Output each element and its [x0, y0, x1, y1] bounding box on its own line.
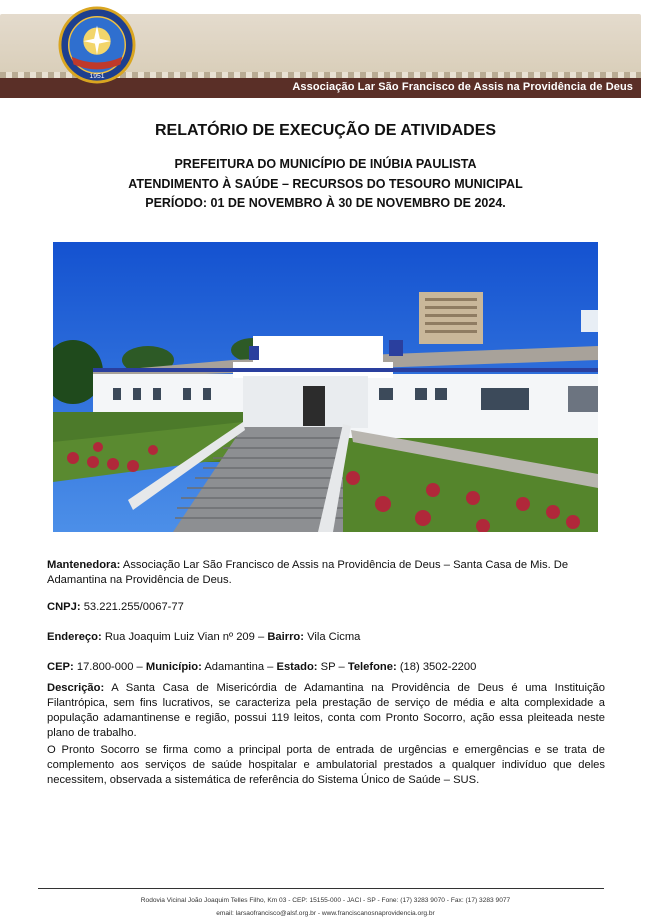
- cnpj-line: [47, 600, 605, 615]
- subtitle-periodo: PERÍODO: 01 DE NOVEMBRO À 30 DE NOVEMBRO DE 2024.: [145, 196, 506, 210]
- cnpj-value: 53.221.255/0067-77: [83, 601, 184, 613]
- descricao-label: Descrição:: [47, 682, 105, 694]
- endereco-value: Rua Joaquim Luiz Vian nº 209 –: [104, 631, 265, 643]
- estado-value: SP –: [320, 661, 345, 673]
- mantenedora-line: [47, 558, 605, 588]
- cep-label: CEP:: [47, 661, 74, 673]
- organization-name: Associação Lar São Francisco de Assis na Providência de Deus: [292, 81, 633, 93]
- hospital-building-illustration: [53, 242, 598, 532]
- footer-address: Rodovia Vicinal João Joaquim Telles Filho, Km 03 - CEP: 15155-000 - JACI - SP - Fone: (17) 3283 9070 - Fax: (17) 3283 9077: [140, 897, 511, 904]
- hospital-photo: [53, 242, 598, 532]
- subtitle-prefeitura: PREFEITURA DO MUNICÍPIO DE INÚBIA PAULISTA: [174, 157, 477, 171]
- municipio-value: Adamantina –: [204, 661, 274, 673]
- footer-contact: email: larsaofrancisco@alsf.org.br - www.franciscanosnaprovidencia.org.br: [216, 910, 435, 917]
- mantenedora-value: Associação Lar São Francisco de Assis na Providência de Deus – Santa Casa de Mis. De Adamantina na Providência de Deus.: [47, 559, 569, 586]
- municipio-label: Município:: [145, 661, 202, 673]
- descricao-paragraph: [47, 681, 605, 741]
- report-title: RELATÓRIO DE EXECUÇÃO DE ATIVIDADES: [154, 122, 497, 139]
- telefone-value: (18) 3502-2200: [399, 661, 477, 673]
- endereco-label: Endereço:: [47, 631, 102, 643]
- estado-label: Estado:: [276, 661, 318, 673]
- descricao-value: A Santa Casa de Misericórdia de Adamantina na Providência de Deus é uma Instituição Filantrópica, sem fins lucrativos, se caracteriza pela prestação de serviço de média e alta complexidade a população adamantinense e região, possui 119 leitos, conta com Pronto Socorro, ação essa pleiteada neste plano de trabalho.: [47, 682, 606, 739]
- cep-line: [47, 660, 605, 675]
- bairro-value: Vila Cicma: [307, 631, 361, 643]
- telefone-label: Telefone:: [347, 661, 397, 673]
- subtitle-atendimento: ATENDIMENTO À SAÚDE – RECURSOS DO TESOURO MUNICIPAL: [128, 177, 523, 191]
- cep-value: 17.800-000 –: [76, 661, 143, 673]
- logo-year: 1951: [89, 73, 105, 81]
- mantenedora-label: Mantenedora:: [47, 559, 121, 571]
- pronto-socorro-paragraph: O Pronto Socorro se firma como a principal porta de entrada de urgências e emergências e se trata de complemento aos serviços de saúde hospitalar e ambulatorial prestados a qualquer indivíduo que deles necessitem, observada a sistemática de referência do Sistema Único de Saúde – SUS.: [47, 744, 605, 786]
- header-banner: [0, 0, 651, 100]
- bairro-label: Bairro:: [267, 631, 304, 643]
- organization-logo: [58, 6, 136, 84]
- cnpj-label: CNPJ:: [47, 601, 81, 613]
- footer-divider: [38, 888, 604, 889]
- endereco-line: [47, 630, 605, 645]
